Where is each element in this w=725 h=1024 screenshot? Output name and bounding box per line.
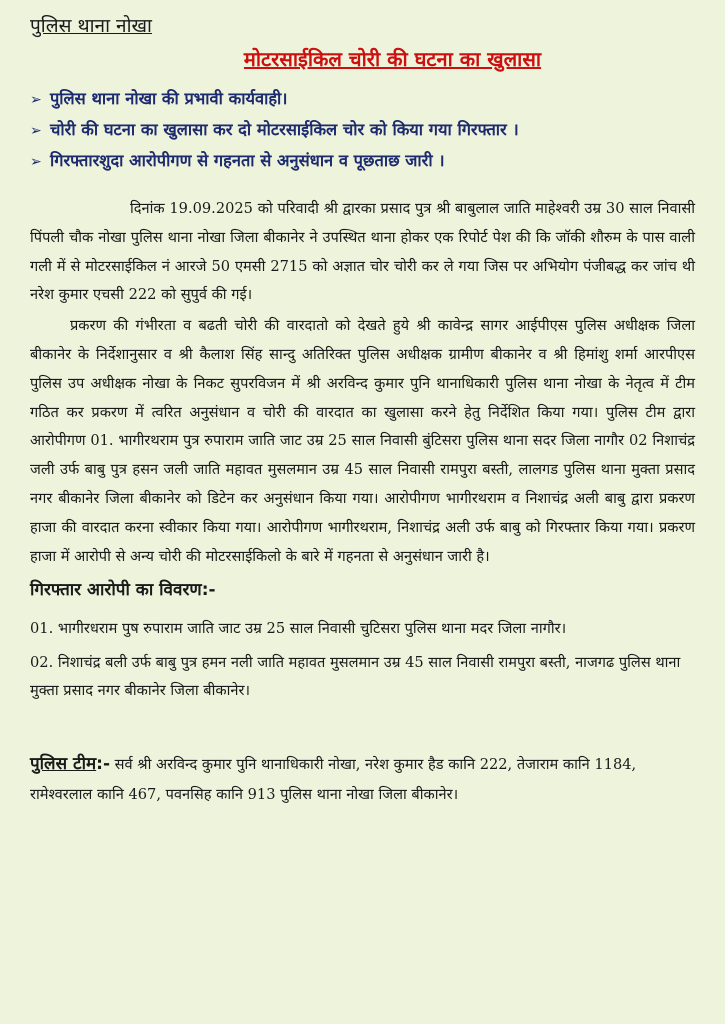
- highlight-item: [30, 84, 695, 115]
- highlight-item: [30, 146, 695, 177]
- headline-container: [30, 46, 695, 72]
- investigation-paragraph: प्रकरण की गंभीरता व बढती चोरी की वारदातो को देखते हुये श्री कावेन्द्र सागर आईपीएस पुलिस अधीक्षक जिला बीकानेर के निर्देशानुसार व श्री कैलाश सिंह सान्दु अतिरिक्त पुलिस अधीक्षक ग्रामीण बीकानेर व श्री हिमांशु शर्मा आरपीएस पुलिस उप अधीक्षक नोखा के निकट सुपरविजन में श्री अरविन्द कुमार पुनि थानाधिकारी पुलिस थाना नोखा के नेतृत्व में टीम गठित कर प्रकरण में त्वरित अनुसंधान व चोरी की वारदात का खुलासा करने हेतु निर्देशित किया गया। पुलिस टीम द्वारा आरोपीगण 01. भागीरथराम पुत्र रुपाराम जाति जाट उम्र 25 साल निवासी बुंटिसरा पुलिस थाना सदर जिला नागौर 02 निशाचंद्र जली उर्फ बाबु पुत्र हसन जली जाति महावत मुसलमान उम्र 45 साल निवासी रामपुरा बस्ती, लालगड पुलिस थाना मुक्ता प्रसाद नगर बीकानेर जिला बीकानेर को डिटेन कर अनुसंधान किया गया। आरोपीगण भागीरथराम व निशाचंद्र अली बाबु द्वारा प्रकरण हाजा की वारदात करना स्वीकार किया गया। आरोपीगण भागीरथराम, निशाचंद्र अली उर्फ बाबु को गिरफ्तार किया गया। प्रकरण हाजा में आरोपी से अन्य चोरी की मोटरसाईकिलो के बारे में गहनता से अनुसंधान जारी है।: [30, 317, 696, 565]
- complaint-paragraph: दिनांक 19.09.2025 को परिवादी श्री द्वारका प्रसाद पुत्र श्री बाबुलाल जाति माहेश्वरी उम्र 30 साल निवासी पिंपली चौक नोखा पुलिस थाना नोखा जिला बीकानेर ने उपस्थित थाना होकर एक रिपोर्ट पेश की कि जॉकी शौरुम के पास वाली गली में से मोटरसाईकिल नं आरजे 50 एमसी 2715 को अज्ञात चोर चोरी कर ले गया जिस पर अभियोग पंजीबद्ध कर जांच थी नरेश कुमार एचसी 222 को सुपुर्व की गई।: [30, 200, 695, 304]
- team-members: सर्व श्री अरविन्द कुमार पुनि थानाधिकारी नोखा, नरेश कुमार हैड कानि 222, तेजाराम कानि 1184, रामेश्वरलाल कानि 467, पवनसिह कानि 913 पुलिस थाना नोखा जिला बीकानेर।: [30, 756, 637, 804]
- headline: मोटरसाईकिल चोरी की घटना का खुलासा: [243, 47, 542, 71]
- arrow-bullet-icon: ➢: [30, 154, 42, 170]
- highlight-text: गिरफ्तारशुदा आरोपीगण से गहनता से अनुसंधान व पूछताछ जारी ।: [50, 151, 445, 170]
- highlight-text: चोरी की घटना का खुलासा कर दो मोटरसाईकिल चोर को किया गया गिरफ्तार ।: [50, 120, 519, 139]
- arrested-item: 02. निशाचंद्र बली उर्फ बाबु पुत्र हमन नली जाति महावत मुसलमान उम्र 45 साल निवासी रामपुरा बस्ती, नाजगढ पुलिस थाना मुक्ता प्रसाद नगर बीकानेर जिला बीकानेर।: [30, 654, 681, 700]
- highlight-text: पुलिस थाना नोखा की प्रभावी कार्यवाही।: [50, 89, 288, 108]
- station-title: पुलिस थाना नोखा: [30, 15, 152, 37]
- team-label-suffix: :-: [96, 754, 110, 775]
- arrested-item: 01. भागीरधराम पुष रुपाराम जाति जाट उम्र 25 साल निवासी चुटिसरा पुलिस थाना मदर जिला नागौर।: [30, 620, 567, 638]
- highlight-item: [30, 115, 695, 146]
- team-label: [30, 754, 110, 774]
- team-label-text: पुलिस टीम: [30, 754, 97, 775]
- police-team: [30, 749, 695, 810]
- arrow-bullet-icon: ➢: [30, 123, 42, 139]
- arrow-bullet-icon: ➢: [30, 92, 42, 108]
- arrested-heading: गिरफ्तार आरोपी का विवरण:-: [30, 580, 216, 601]
- highlights-list: [30, 84, 695, 177]
